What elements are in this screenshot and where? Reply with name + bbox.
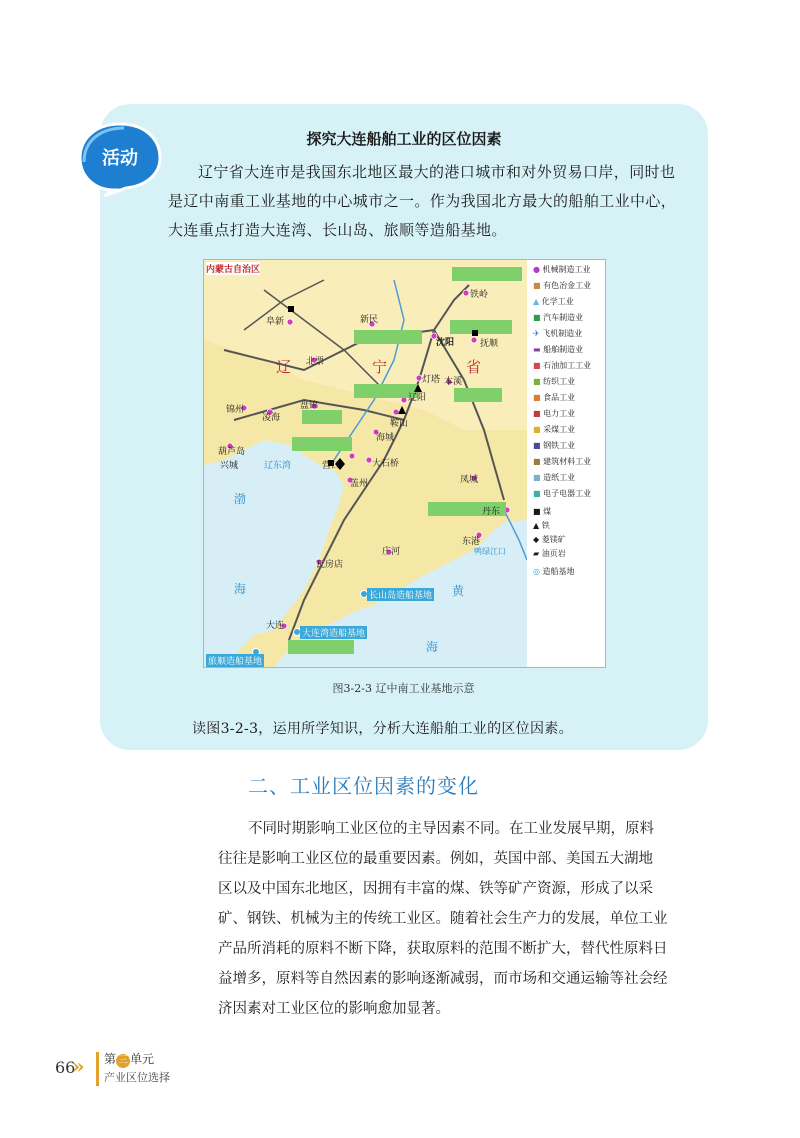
body-line: 益增多，原料等自然因素的影响逐渐减弱，而市场和交通运输等社会经 <box>218 971 668 987</box>
shipyard-label: 旅顺造船基地 <box>206 654 264 667</box>
legend-label: 铁 <box>541 521 550 530</box>
sea-label: 黄 <box>452 584 465 598</box>
shipyard-label: 长山岛造船基地 <box>367 588 434 601</box>
chevron-icon: » <box>72 1054 85 1078</box>
sea-label: 辽东湾 <box>264 461 292 471</box>
body-line: 济因素对工业区位的影响愈加显著。 <box>218 1001 450 1017</box>
body-line: 产品所消耗的原料不断下降，获取原料的范围不断扩大，替代性原料日 <box>218 941 668 957</box>
legend-label: 钢铁工业 <box>543 441 576 450</box>
city-label: 锦州 <box>226 405 245 415</box>
activity-line: 是辽中南重工业基地的中心城市之一。作为我国北方最大的船舶工业中心， <box>168 192 677 210</box>
unit-number: 三 <box>118 1055 129 1066</box>
city-label: 大石桥 <box>372 459 400 469</box>
legend-label: 机械制造工业 <box>542 265 591 274</box>
legend-label: 有色冶金工业 <box>543 281 592 290</box>
city-label: 庄河 <box>382 547 401 557</box>
legend-label: 油页岩 <box>541 549 566 558</box>
city-label: 阜新 <box>266 317 285 327</box>
region-label: 内蒙古自治区 <box>206 262 260 275</box>
liaozhongnan-map <box>203 259 606 668</box>
city-label: 鞍山 <box>390 419 409 429</box>
unit-label <box>104 1050 154 1068</box>
region-label: 辽 <box>276 358 292 376</box>
shipyard-label: 大连湾造船基地 <box>300 626 367 639</box>
city-label: 抚顺 <box>480 339 499 349</box>
city-label: 丹东 <box>482 507 501 517</box>
city-label: 盘锦 <box>300 401 319 411</box>
activity-question: 读图3-2-3，运用所学知识，分析大连船舶工业的区位因素。 <box>192 721 573 737</box>
unit-suffix: 单元 <box>130 1052 155 1066</box>
unit-prefix: 第 <box>104 1052 117 1066</box>
legend-label: 飞机制造业 <box>542 329 583 338</box>
city-label: 北票 <box>306 357 325 367</box>
city-label: 本溪 <box>444 377 463 387</box>
legend-label: 采煤工业 <box>543 425 576 434</box>
legend-label: 化学工业 <box>541 297 574 306</box>
city-label: 瓦房店 <box>316 560 344 570</box>
city-label: 铁岭 <box>470 290 489 300</box>
activity-badge-label: 活动 <box>102 148 138 169</box>
city-label: 葫芦岛 <box>218 447 246 457</box>
legend-label: 船舶制造业 <box>543 345 584 354</box>
body-line: 不同时期影响工业区位的主导因素不同。在工业发展早期，原料 <box>248 821 654 837</box>
industry-cluster-tieling <box>452 267 522 281</box>
legend-label: 造纸工业 <box>543 473 576 482</box>
legend-label: 电力工业 <box>543 409 576 418</box>
city-label: 盖州 <box>350 479 369 489</box>
legend-label: 食品工业 <box>543 393 576 402</box>
sea-label: 渤 <box>234 492 247 506</box>
city-label: 凤城 <box>460 475 479 485</box>
activity-title: 探究大连船舶工业的区位因素 <box>306 130 502 148</box>
legend-label: 建筑材料工业 <box>543 457 592 466</box>
legend-label: 汽车制造业 <box>543 313 584 322</box>
activity-paragraph <box>168 158 688 245</box>
legend-label: 石油加工工业 <box>543 361 592 370</box>
sea-label: 海 <box>234 582 247 596</box>
city-label: 东港 <box>462 537 481 547</box>
section-heading: 二、工业区位因素的变化 <box>248 774 479 798</box>
legend-label: 造船基地 <box>542 567 575 576</box>
body-line: 矿、钢铁、机械为主的传统工业区。随着社会生产力的发展，单位工业 <box>218 911 668 927</box>
city-label: 兴城 <box>220 461 239 471</box>
unit-subtitle: 产业区位选择 <box>104 1071 170 1084</box>
activity-line: 大连重点打造大连湾、长山岛、旅顺等造船基地。 <box>168 221 507 239</box>
legend-label: 煤 <box>543 507 552 516</box>
body-line: 区以及中国东北地区，因拥有丰富的煤、铁等矿产资源，形成了以采 <box>218 881 653 897</box>
footer-divider <box>96 1052 99 1086</box>
legend-label: 电子电器工业 <box>543 489 592 498</box>
sea-label: 鸭绿江口 <box>474 547 506 556</box>
region-label: 省 <box>466 358 482 376</box>
legend-label: 纺织工业 <box>543 377 576 386</box>
sea-label: 海 <box>426 640 439 654</box>
city-label: 大连 <box>266 621 285 631</box>
body-line: 往往是影响工业区位的最重要因素。例如，英国中部、美国五大湖地 <box>218 851 653 867</box>
legend-label: 菱镁矿 <box>541 535 566 544</box>
page-number: 66 <box>55 1058 76 1077</box>
region-label: 宁 <box>372 358 388 376</box>
city-label: 灯塔 <box>422 375 441 385</box>
section-body <box>218 814 718 1024</box>
figure-caption: 图3-2-3 辽中南工业基地示意 <box>332 682 475 695</box>
city-label: 凌海 <box>262 413 281 423</box>
city-label: 新民 <box>360 315 379 325</box>
city-label: 沈阳 <box>436 338 455 348</box>
city-label: 营口 <box>322 461 341 471</box>
map-legend: ● 机械制造工业 ■ 有色冶金工业 ▲ 化学工业 ■ 汽车制造业 ✈ 飞机制造业 ▬ 船舶制造业 ■ 石油加工工业 ■ 纺织工业 ■ 食品工业 ■ 电力工业 ■ 采煤工业 ■ 钢铁工业 ■ 建筑材料工业 ■ 造纸工业 ■ 电子电器工业 ■ 煤 ▲ 铁 ◆ 菱镁矿 ▰ 油页岩 ◎ 造船基地 <box>527 260 605 667</box>
city-label: 辽阳 <box>408 393 427 403</box>
activity-line: 辽宁省大连市是我国东北地区最大的港口城市和对外贸易口岸，同时也 <box>198 163 676 181</box>
city-label: 海城 <box>376 433 395 443</box>
